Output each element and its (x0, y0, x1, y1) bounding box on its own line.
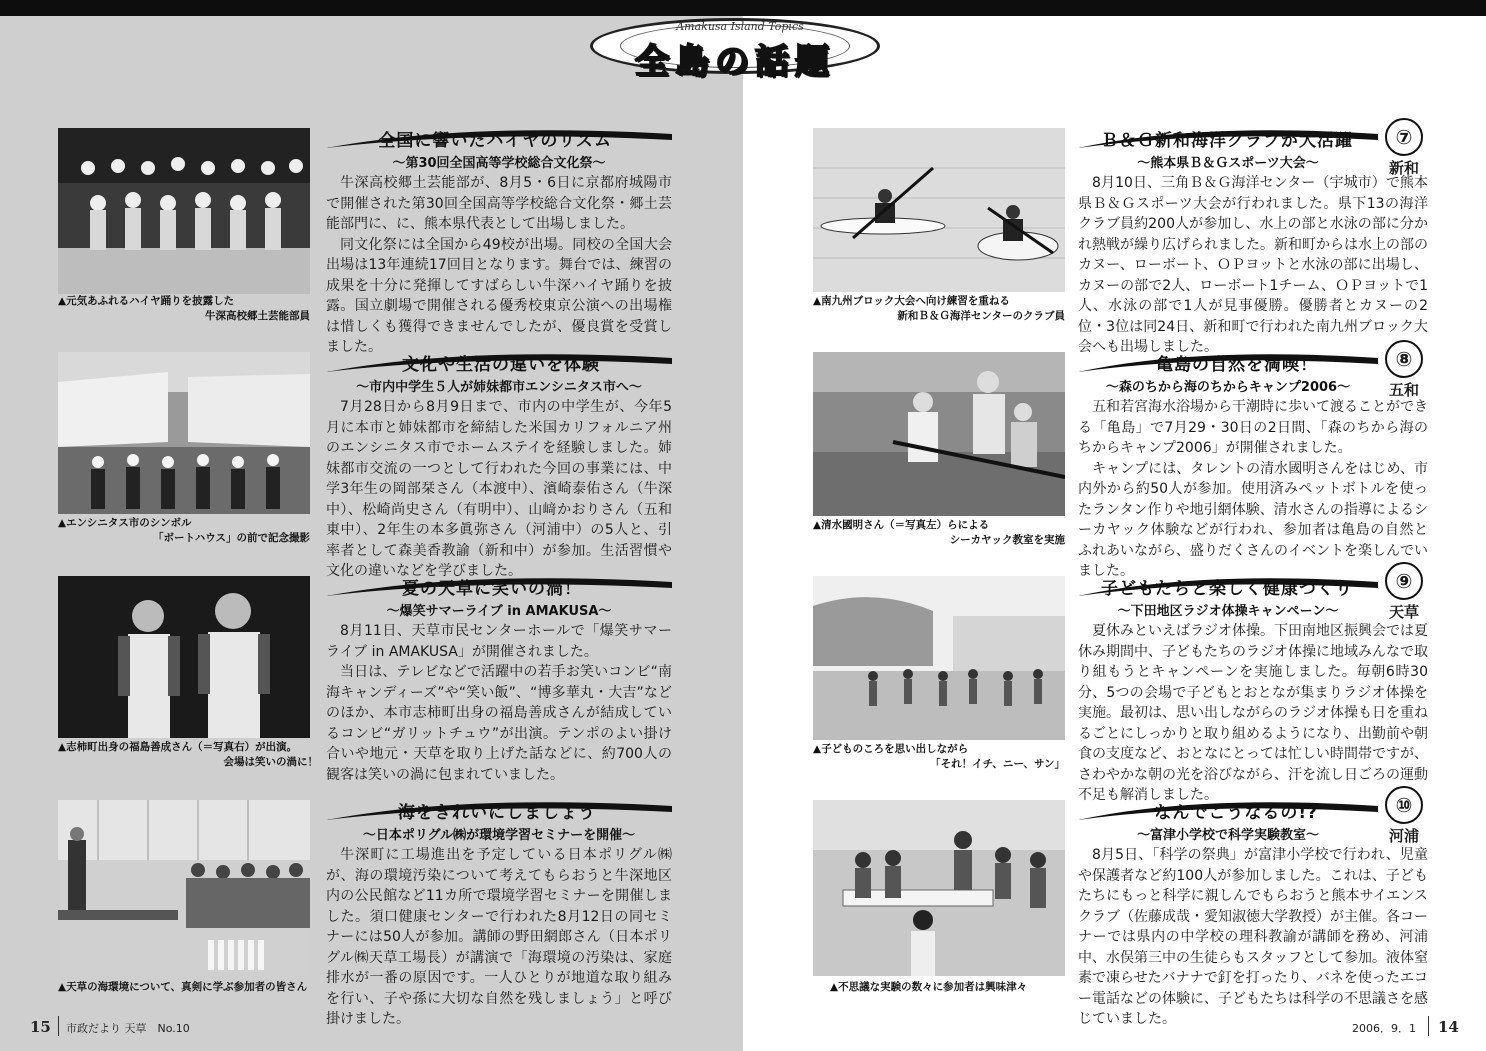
footer-left (30, 1018, 51, 1036)
article-encinitas-text (326, 350, 672, 582)
caption-radio-exercise: ▲子どものころを思い出しながら 「それ！イチ、ニー、サン」 (813, 743, 1065, 770)
photo-radio-exercise (813, 576, 1065, 740)
caption-sea-kayak: ▲清水國明さん（＝写真左）らによる シーカヤック教室を実施 (813, 519, 1065, 546)
article-subtitle: ～市内中学生５人が姉妹都市エンシニタス市へ～ (356, 380, 642, 395)
area-badge-itsuwa (1383, 340, 1425, 398)
caption-kayak: ▲南九州ブロック大会へ向け練習を重ねる 新和Ｂ＆Ｇ海洋センターのクラブ員 (813, 295, 1065, 322)
footer-right (1438, 1018, 1459, 1036)
footer-publication: 市政だより 天草 No.10 (66, 1022, 190, 1035)
footer-date: 2006．9．1 (1352, 1022, 1416, 1035)
footer-divider-right (1428, 1016, 1429, 1036)
badge-number: ⑦ (1385, 118, 1423, 156)
article-body: 8月11日、天草市民センターホールで「爆笑サマーライブ in AMAKUSA」が開催されました。 当日は、テレビなどで活躍中の若手お笑いコンビ“南海キャンディーズ”や“笑い飯”、“博多華丸・大吉”などのほか、本市志柿町出身の福島善成さんが結成しているコンビ“ガリットチュウ”が出演。テンポのよい掛け合いや地元・天草を取り上げた話などに、約700人の観客は笑いの渦に包まれていました。 (326, 623, 672, 783)
badge-number: ⑨ (1385, 562, 1423, 600)
article-subtitle: ～下田地区ラジオ体操キャンペーン～ (1117, 604, 1339, 619)
article-body: 夏休みといえばラジオ体操。下田南地区振興会では夏休み期間中、子どもたちのラジオ体操に地域みんなで取り組もうとキャンペーンを実施しました。毎朝6時30分、5つの会場で子どもとおとなが集まりラジオ体操を実施。最初は、思い出しながらのラジオ体操も日を重ねるごとにしっかりと取り組めるようになり、出勤前や朝食の支度など、おとなにとっては忙しい時間帯ですが、さわやかな朝の光を浴びながら、汗を流し日ごろの運動不足も解消しました。 (1078, 623, 1428, 803)
area-badge-kawaura (1383, 786, 1425, 844)
badge-place: 河浦 (1388, 827, 1419, 845)
photo-kayak (813, 128, 1065, 292)
article-comedy-text (326, 574, 672, 785)
title-banner (1078, 574, 1428, 599)
article-title: 海をきれいにしましょう (398, 803, 596, 823)
article-body: 牛深高校郷土芸能部が、8月5・6日に京都府城陽市で開催された第30回全国高等学校総合文化祭・郷土芸能部門に、に、熊本県代表として出場しました。 同文化祭には全国から49校が出場。同校の全国大会出場は13年連続17回目となります。舞台では、練習の成果を十分に発揮してすばらしい牛深ハイヤ踊りを披露。国立劇場で開催される優秀校東京公演への出場権は惜しくも獲得できませんでしたが、優良賞を受賞しました。 (326, 175, 672, 355)
photo-haiya-dance (58, 128, 310, 294)
article-title: 文化や生活の違いを体験 (402, 355, 600, 375)
page-number-left: 15 (30, 1018, 51, 1036)
title-banner (1078, 798, 1428, 823)
article-subtitle: ～熊本県Ｂ＆Ｇスポーツ大会～ (1137, 156, 1319, 171)
masthead-title: 全島の話題 (635, 42, 835, 82)
badge-place: 五和 (1388, 381, 1419, 399)
article-kameshima-text (1078, 350, 1428, 582)
article-title: なんでこうなるの!? (1154, 803, 1318, 823)
caption-seminar: ▲天草の海環境について、真剣に学ぶ参加者の皆さん (58, 981, 308, 993)
article-title: Ｂ＆Ｇ新和海洋クラブが大活躍 (1101, 131, 1353, 151)
article-title: 子どもたちと楽しく健康づくり (1101, 579, 1353, 599)
title-banner (326, 798, 672, 823)
page-number-right: 14 (1438, 1018, 1459, 1036)
area-badge-amakusa (1383, 562, 1425, 620)
caption-comedians: ▲志柿町出身の福島善成さん（＝写真右）が出演。 会場は笑いの渦に！ (58, 741, 318, 768)
article-subtitle: ～森のちから海のちからキャンプ2006～ (1105, 380, 1351, 395)
article-subtitle: ～日本ポリグル㈱が環境学習セミナーを開催～ (362, 828, 636, 843)
photo-seminar (58, 800, 310, 976)
article-body: 8月10日、三角Ｂ＆Ｇ海洋センター（宇城市）で熊本県Ｂ＆Ｇスポーツ大会が行われました。県下13の海洋クラブ員約200人が参加し、水上の部と水泳の部に分かれ熱戦が繰り広げられました。新和町からは水上の部のカヌー、ローボート、ＯＰヨットと水泳の部に出場し、カヌーの部で2人、ローボート1チーム、ＯＰヨットで1人、水泳の部で1人が見事優勝。優勝者とカヌーの2位・3位は同24日、新和町で行われた南九州ブロック大会へも出場しました。 (1078, 175, 1428, 355)
caption-boathouse: ▲エンシニタス市のシンボル 「ボートハウス」の前で記念撮影 (58, 517, 310, 544)
article-body: 牛深町に工場進出を予定している日本ポリグル㈱が、海の環境汚染について考えてもらおうと牛深地区内の公民館など11カ所で環境学習セミナーを開催しました。須口健康センターで行われた8月12日の同セミナーには50人が参加。講師の野田網郎さん（日本ポリグル㈱天草工場長）が講演で「海環境の汚染は、家庭排水が一番の原因です。一人ひとりが地道な取り組みを行い、子や孫に大切な自然を残しましょう」と呼び掛けました。 (326, 847, 672, 1027)
caption-science: ▲不思議な実験の数々に参加者は興味津々 (830, 981, 1028, 993)
article-body: 7月28日から8月9日まで、市内の中学生が、今年5月に本市と姉妹都市を締結した米国カリフォルニア州のエンシニタス市でホームステイを経験しました。姉妹都市交流の一つとして行われた今回の事業には、中学3年生の岡部栞さん（本渡中）、濱崎泰佑さん（牛深中）、松崎尚史さん（有明中）、山﨑かおりさん（五和東中）、2年生の本多眞弥さん（河浦中）の5人と、引率者として森美香教諭（新和中）が参加。生活習慣や文化の違いなどを学びました。 (326, 399, 672, 579)
article-subtitle: ～爆笑サマーライブ in AMAKUSA～ (386, 604, 612, 619)
title-banner (326, 350, 672, 375)
article-subtitle: ～第30回全国高等学校総合文化祭～ (392, 156, 606, 171)
article-title: 全国に響いたハイヤのリズム (378, 131, 612, 151)
title-banner (326, 574, 672, 599)
article-radio-exercise-text (1078, 574, 1428, 806)
article-title: 亀島の自然を満喫！ (1156, 355, 1318, 375)
article-subtitle: ～富津小学校で科学実験教室～ (1136, 828, 1319, 843)
photo-sea-kayak (813, 352, 1065, 516)
badge-place: 天草 (1388, 603, 1419, 621)
article-seminar-text (326, 798, 672, 1030)
caption-haiya: ▲元気あふれるハイヤ踊りを披露した 牛深高校郷土芸能部員 (58, 295, 310, 322)
badge-number: ⑩ (1385, 786, 1423, 824)
badge-number: ⑧ (1385, 340, 1423, 378)
title-banner (326, 126, 672, 151)
title-banner (1078, 350, 1428, 375)
photo-comedians (58, 576, 310, 738)
article-body: 8月5日、「科学の祭典」が富津小学校で行われ、児童や保護者など約100人が参加しました。これは、子どもたちにもっと科学に親しんでもらおうと熊本サイエンスクラブ（佐藤成哉・愛知淑徳大学教授）が主催。各コーナーでは県内の中学校の理科教諭が講師を務め、河浦中、水俣第三中の生徒らもスタッフとして参加。液体窒素で凍らせたバナナで釘を打ったり、バネを使ったエコー電話などの体験に、子どもたちは科学の不思議さを感じていました。 (1078, 847, 1428, 1027)
area-badge-shinwa (1383, 118, 1425, 176)
masthead-subtitle: Amakusa Island Topics (676, 20, 804, 33)
article-bg-club-text (1078, 126, 1428, 358)
masthead-logo (590, 10, 890, 80)
article-science-text (1078, 798, 1428, 1030)
badge-place: 新和 (1388, 159, 1419, 177)
photo-science (813, 800, 1065, 976)
article-title: 夏の天草に笑いの渦！ (402, 579, 582, 599)
photo-boathouse (58, 352, 310, 514)
article-body: 五和若宮海水浴場から干潮時に歩いて渡ることができる「亀島」で7月29・30日の2日間、「森のちから海のちからキャンプ2006」が開催されました。 キャンプには、タレントの清水國明さんをはじめ、市内外から約50人が参加。使用済みペットボトルを使ったランタン作りや地引網体験、清水さんの指導によるシーカヤック体験などが行われ、参加者は亀島の自然とふれあいながら、盛りだくさんのイベントを楽しんでいました。 (1078, 399, 1428, 579)
title-banner (1078, 126, 1428, 151)
footer-divider-left (58, 1016, 59, 1036)
article-haiya-text (326, 126, 672, 358)
